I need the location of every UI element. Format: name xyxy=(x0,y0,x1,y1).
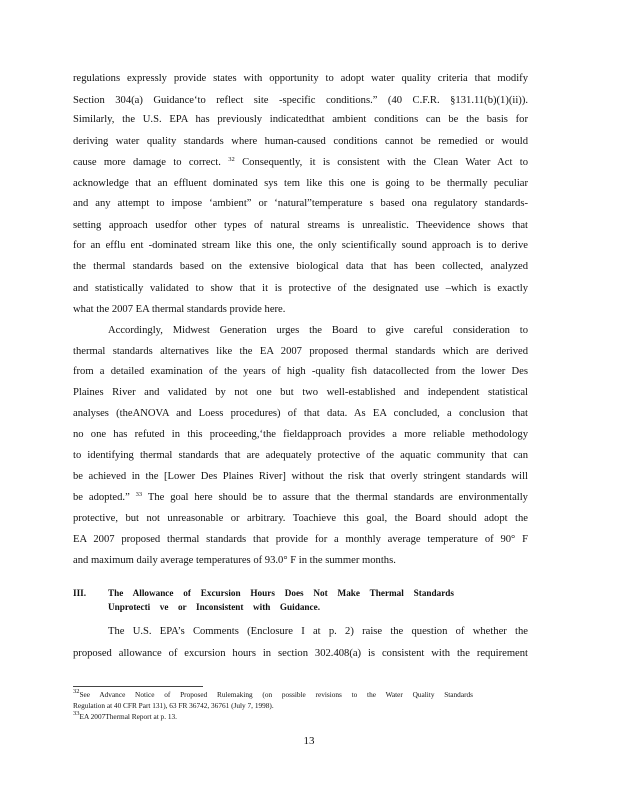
body-line: deriving water quality standards where human-caused conditions cannot be remedied or would xyxy=(73,136,528,147)
body-line xyxy=(73,156,528,170)
body-line: Section 304(a) Guidance‘to reflect site -specific conditions.” (40 C.F.R. §131.11(b)(1)(ii)). xyxy=(73,95,528,106)
body-line: what the 2007 EA thermal standards provide here. xyxy=(73,304,286,315)
footnote-32 xyxy=(73,690,473,699)
body-text: The goal here should be to assure that the thermal standards are environmentally xyxy=(147,492,528,503)
footnote-mark: 33 xyxy=(73,710,80,717)
footnote-32-cont: Regulation at 40 CFR Part 131), 63 FR 36742, 36761 (July 7, 1998). xyxy=(73,701,274,710)
section-heading: Unprotecti ve or Inconsistent with Guidance. xyxy=(108,602,320,612)
body-line: regulations expressly provide states with opportunity to adopt water quality criteria that modify xyxy=(73,73,528,84)
body-line: and maximum daily average temperatures of 93.0° F in the summer months. xyxy=(73,555,396,566)
body-line: for an efflu ent -dominated stream like this one, the only scientifically sound approach is to derive xyxy=(73,240,528,251)
body-text: cause more damage to correct. xyxy=(73,157,221,168)
body-line: to identifying thermal standards that are adequately protective of the aquatic community that can xyxy=(73,450,528,461)
body-text: Consequently, it is consistent with the Clean Water Act to xyxy=(242,157,528,168)
footnote-text: EA 2007Thermal Report at p. 13. xyxy=(79,712,177,721)
footnote-ref: 33 xyxy=(135,491,143,498)
footnote-text: See Advance Notice of Proposed Rulemaking (on possible revisions to the Water Quality Standards xyxy=(79,690,473,699)
body-line: and any attempt to impose ‘ambient” or ‘natural”temperature s based ona regulatory standards- xyxy=(73,198,528,209)
body-line: Plaines River and validated by not one but two well-established and independent statistical xyxy=(73,387,528,398)
body-line: acknowledge that an effluent dominated sys tem like this one is going to be thermally peculiar xyxy=(73,178,528,189)
body-line: Accordingly, Midwest Generation urges the Board to give careful consideration to xyxy=(108,325,528,336)
footnote-mark: 32 xyxy=(73,688,80,695)
body-line: The U.S. EPA’s Comments (Enclosure I at p. 2) raise the question of whether the xyxy=(108,626,528,637)
body-line: be achieved in the [Lower Des Plaines River] without the risk that overly stringent standards will xyxy=(73,471,528,482)
body-line: Similarly, the U.S. EPA has previously indicatedthat ambient conditions can be the basis for xyxy=(73,114,528,125)
footnote-ref: 32 xyxy=(228,156,235,163)
body-line: setting approach usedfor other types of natural streams is unrealistic. Theevidence shows that xyxy=(73,220,528,231)
body-line: proposed allowance of excursion hours in section 302.408(a) is consistent with the requirement xyxy=(73,648,528,659)
body-line: thermal standards alternatives like the EA 2007 proposed thermal standards which are derived xyxy=(73,346,528,357)
section-heading: The Allowance of Excursion Hours Does Not Make Thermal Standards xyxy=(108,588,454,598)
body-line: no one has refuted in this proceeding,‘the fieldapproach provides a more reliable methodology xyxy=(73,429,528,440)
body-text: be adopted.” xyxy=(73,492,130,503)
body-line xyxy=(73,491,528,505)
body-line: EA 2007 proposed thermal standards that provide for a monthly average temperature of 90° F xyxy=(73,534,528,545)
footnote-33 xyxy=(73,712,473,721)
footnote-divider xyxy=(73,686,203,687)
body-line: analyses (theANOVA and Loess procedures) of that data. As EA concluded, a conclusion that xyxy=(73,408,528,419)
body-line: protective, but not unreasonable or arbitrary. Toachieve this goal, the Board should adopt the xyxy=(73,513,528,524)
page-number: 13 xyxy=(303,735,315,747)
body-line: from a detailed examination of the years of high -quality fish datacollected from the lower Des xyxy=(73,366,528,377)
section-number: III. xyxy=(73,588,87,598)
body-line: the thermal standards based on the extensive biological data that has been collected, analyzed xyxy=(73,261,528,272)
body-line: and statistically validated to show that it is protective of the designated use –which is exactly xyxy=(73,283,528,294)
